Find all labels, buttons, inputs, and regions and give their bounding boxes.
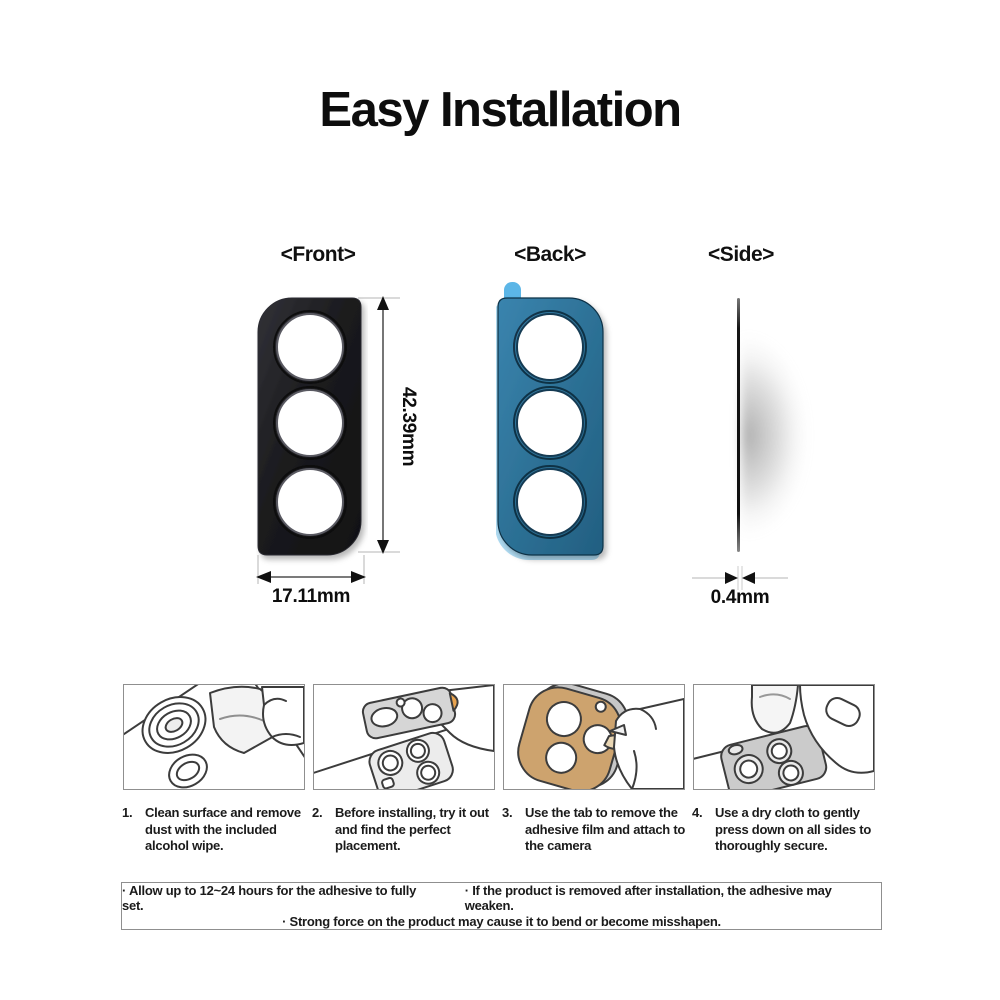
notes-line-1: [122, 883, 881, 913]
width-dimension-value: 17.11mm: [271, 586, 351, 607]
width-dimension-arrow: [252, 553, 370, 589]
step-4-illustration: [694, 685, 874, 789]
step-1-caption: [122, 805, 310, 855]
step-text: Before installing, try it out and find the perfect placement.: [335, 805, 489, 854]
step-1-illustration: [124, 685, 304, 789]
front-view-label: <Front>: [280, 243, 356, 266]
step-number: 2.: [312, 805, 323, 820]
step-text: Use the tab to remove the adhesive film and attach to the camera: [525, 805, 686, 854]
notes-box: [121, 882, 882, 930]
page-title: Easy Installation: [319, 83, 681, 137]
step-number: 4.: [692, 805, 703, 820]
thickness-dimension-value: 0.4mm: [710, 587, 770, 608]
back-view-label: <Back>: [514, 243, 586, 266]
step-2-caption: [312, 805, 500, 855]
note-strong-force: · Strong force on the product may cause it to bend or become misshapen.: [282, 914, 721, 929]
notes-line-2: [282, 914, 721, 929]
step-3-illustration: [504, 685, 684, 789]
side-profile-line: [737, 298, 740, 552]
step-2-panel: [313, 684, 495, 790]
note-adhesive-set: · Allow up to 12~24 hours for the adhesive to fully set.: [122, 883, 417, 913]
step-1-panel: [123, 684, 305, 790]
hand: [614, 699, 684, 789]
step-2-illustration: [314, 685, 494, 789]
step-3-caption: [502, 805, 690, 855]
step-text: Use a dry cloth to gently press down on all sides to thoroughly secure.: [715, 805, 872, 854]
height-dimension-value: 42.39mm: [398, 387, 419, 467]
note-removal-weaken: · If the product is removed after installation, the adhesive may weaken.: [464, 883, 832, 913]
side-view-shadow: [741, 296, 871, 564]
back-piece-image: [496, 280, 616, 570]
step-text: Clean surface and remove dust with the included alcohol wipe.: [145, 805, 301, 854]
step-number: 1.: [122, 805, 133, 820]
step-3-panel: [503, 684, 685, 790]
step-4-caption: [692, 805, 880, 855]
side-view-label: <Side>: [708, 243, 774, 266]
press-cloth: [752, 685, 798, 733]
step-4-panel: [693, 684, 875, 790]
step-number: 3.: [502, 805, 513, 820]
